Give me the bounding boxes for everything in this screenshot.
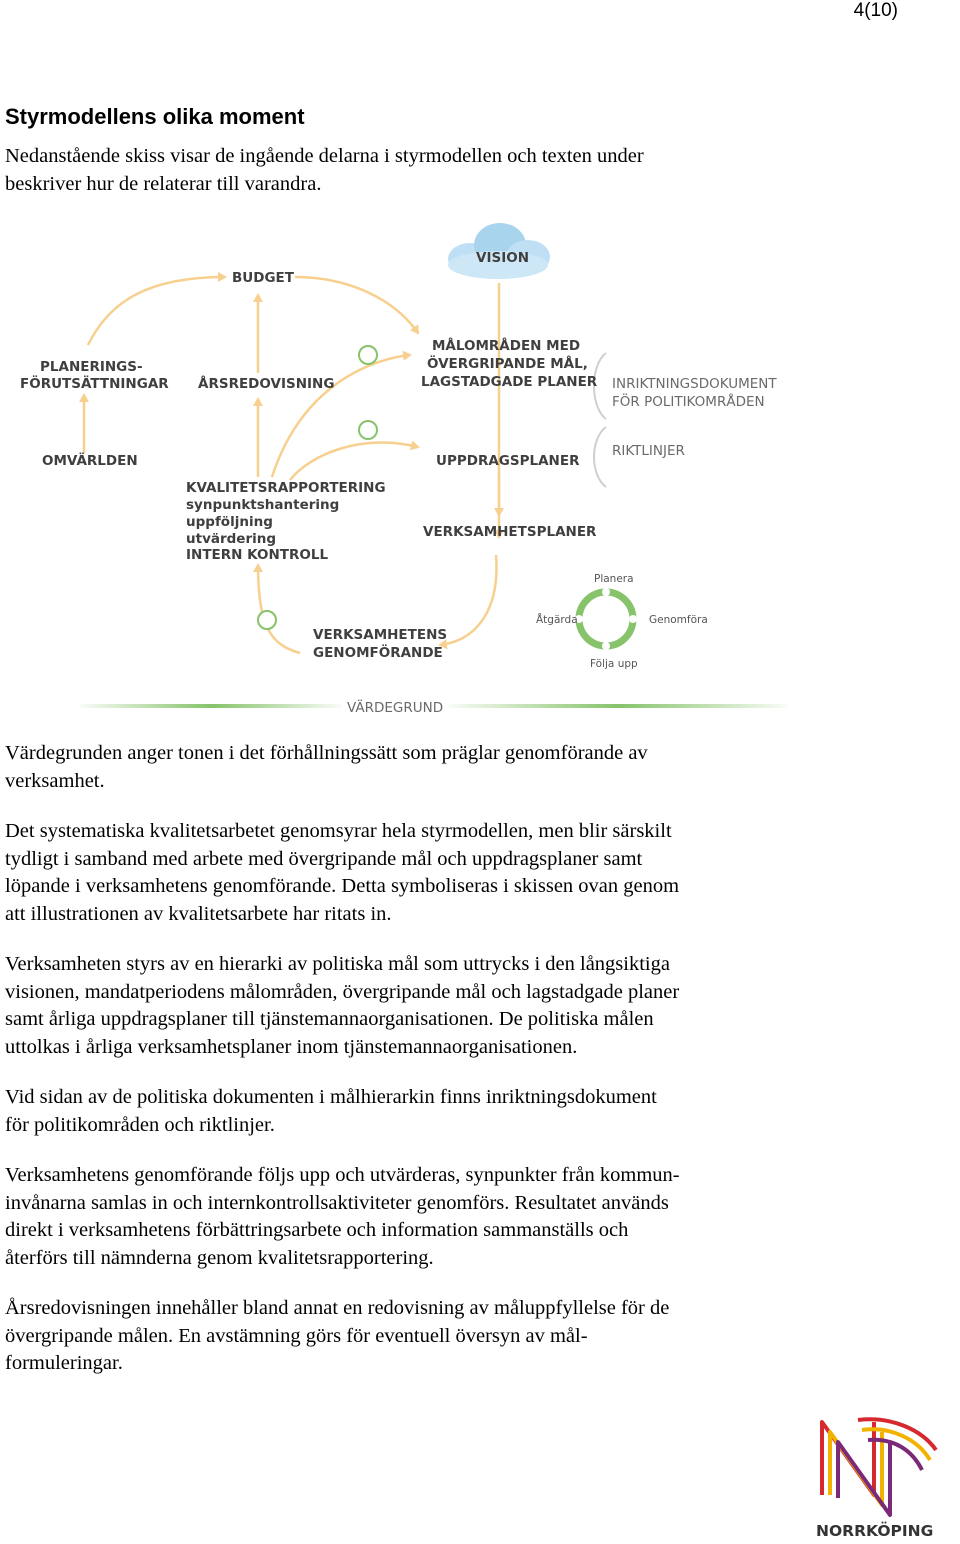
arrow-kvalitet-to-uppdragsplaner (290, 443, 418, 480)
paragraph-kvalitetsarbete: Det systematiska kvalitetsarbetet genomsyrar hela styrmodellen, men blir särskilt tydligt i samband med arbete med övergripande mål och uppdragsplaner samt löpande i verksamhetens genomförande. Detta symboliseras i skissen ovan genom att illustrationen av kvalitetsarbete har ritats in. (5, 820, 680, 925)
kvalitet-label-2: synpunktshantering (186, 497, 340, 513)
arrow-to-budget (88, 277, 225, 345)
budget-label: BUDGET (232, 270, 294, 286)
intro-paragraph: Nedanstående skiss visar de ingående delarna i styrmodellen och texten under beskriver hur de relaterar till varandra. (5, 145, 644, 195)
arrow-verksamhetsplaner-to-genomforande (440, 555, 497, 645)
page-number: 4(10) (853, 0, 898, 21)
quality-circle-icon (359, 346, 377, 364)
vision-label: VISION (476, 250, 529, 266)
arrow-budget-to-malomraden (295, 277, 418, 333)
cycle-genomfora-label: Genomföra (649, 614, 708, 626)
kvalitet-label-3: uppföljning (186, 514, 273, 530)
governance-model-diagram (0, 215, 960, 720)
bracket-riktlinjer (594, 427, 606, 487)
uppdragsplaner-label: UPPDRAGSPLANER (436, 453, 580, 469)
riktlinjer-label: RIKTLINJER (612, 443, 685, 459)
paragraph-vardegrund: Värdegrunden anger tonen i det förhållningssätt som präglar genomförande av verksamhet. (5, 742, 648, 792)
vardegrund-label: VÄRDEGRUND (347, 700, 444, 716)
cycle-folja-upp-label: Följa upp (590, 658, 638, 670)
vardegrund-line-left (80, 704, 342, 708)
kvalitet-label-5: INTERN KONTROLL (186, 547, 329, 563)
pdca-cycle-icon (575, 588, 637, 650)
inriktning-label-1: INRIKTNINGSDOKUMENT (612, 376, 777, 392)
planerings-label-1: PLANERINGS- (40, 359, 143, 375)
paragraph-genomforande: Verksamhetens genomförande följs upp och utvärderas, synpunkter från kommun- invånarna samlas in och internkontrollsaktiviteter genomförs. Resultatet används direkt i verksamhetens förbättringsarbete och information sammanställs och återförs till nämnderna genom kvalitetsrapportering. (5, 1164, 680, 1269)
section-heading: Styrmodellens olika moment (5, 104, 305, 129)
planerings-label-2: FÖRUTSÄTTNINGAR (20, 376, 169, 392)
paragraph-malhierarki: Verksamheten styrs av en hierarki av politiska mål som uttrycks i den långsiktiga visionen, mandatperiodens målområden, övergripande mål och lagstadgade planer samt årliga uppdragsplaner till tjänstemannaorganisationen. De politiska målen uttolkas i årliga verksamhetsplaner inom tjänstemannaorganisationen. (5, 953, 680, 1058)
malomraden-label-2: ÖVERGRIPANDE MÅL, (427, 356, 588, 372)
verksamhetsplaner-label: VERKSAMHETSPLANER (423, 524, 597, 540)
cycle-atgarda-label: Åtgärda (536, 614, 578, 626)
arsredovisning-label: ÅRSREDOVISNING (198, 376, 335, 392)
quality-circle-icon (258, 611, 276, 629)
malomraden-label-1: MÅLOMRÅDEN MED (432, 338, 581, 354)
arrow-genomforande-to-kvalitet (258, 565, 300, 653)
paragraph-arsredovisning: Årsredovisningen innehåller bland annat en redovisning av måluppfyllelse för de övergripande målen. En avstämning görs för eventuell översyn av mål- formuleringar. (5, 1297, 670, 1374)
norrkoping-logo (812, 1410, 952, 1540)
genomforande-label-1: VERKSAMHETENS (313, 627, 448, 643)
malomraden-label-3: LAGSTADGADE PLANER (421, 374, 598, 390)
cycle-planera-label: Planera (594, 573, 634, 585)
inriktning-label-2: FÖR POLITIKOMRÅDEN (612, 394, 765, 410)
logo-text: NORRKÖPING (816, 1522, 934, 1540)
genomforande-label-2: GENOMFÖRANDE (313, 645, 443, 661)
kvalitet-label-4: utvärdering (186, 531, 277, 547)
kvalitet-label-1: KVALITETSRAPPORTERING (186, 480, 386, 496)
quality-circle-icon (359, 421, 377, 439)
omvarlden-label: OMVÄRLDEN (42, 453, 138, 469)
vardegrund-line-right (448, 704, 788, 708)
paragraph-inriktningsdokument: Vid sidan av de politiska dokumenten i målhierarkin finns inriktningsdokument för politikområden och riktlinjer. (5, 1086, 657, 1136)
arrow-kvalitet-to-malomraden (272, 355, 410, 477)
